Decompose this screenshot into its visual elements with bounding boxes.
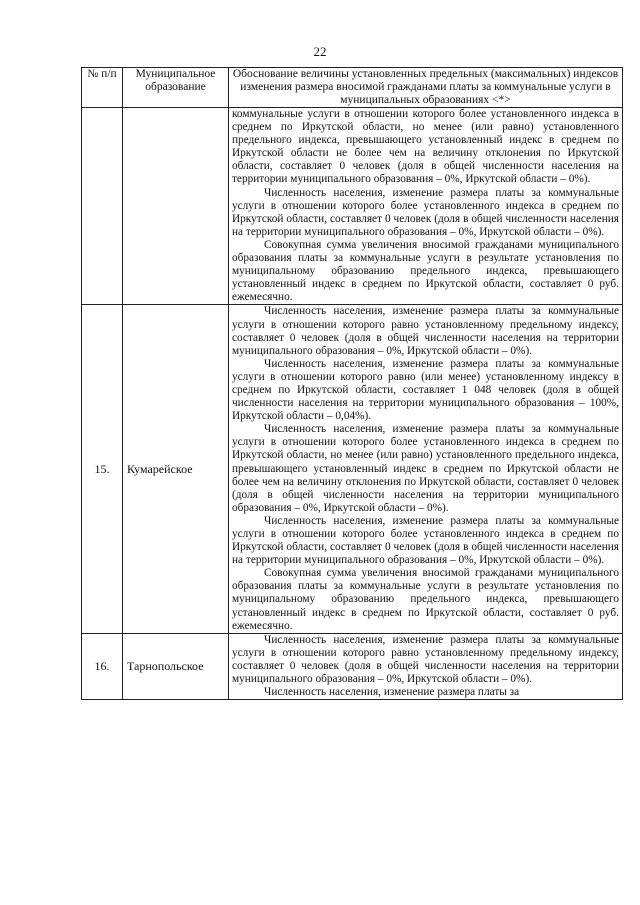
table-header-row — [82, 68, 623, 108]
paragraph: Совокупная сумма увеличения вносимой гражданами муниципального образования платы за коммунальные услуги в результате установления по муниципальному образованию предельного индекса, превышающего установленный индекс в среднем по Иркутской области, составляет 0 руб. ежемесячно. — [232, 238, 619, 304]
municipality-name — [123, 108, 229, 305]
municipality-name: Тарнопольское — [123, 633, 229, 699]
header-municipality: Муниципальное образование — [123, 68, 229, 108]
header-num: № п/п — [82, 68, 123, 108]
row-number: 16. — [82, 633, 123, 699]
paragraph: Совокупная сумма увеличения вносимой гражданами муниципального образования платы за коммунальные услуги в результате установления по муниципальному образованию предельного индекса, превышающего установленный индекс в среднем по Иркутской области, составляет 0 руб. ежемесячно. — [232, 567, 619, 632]
paragraph: Численность населения, изменение размера платы за коммунальные услуги в отношении которого более установленного индекса в среднем по Иркутской области, составляет 0 человек (доля в общей численности населения на территории муниципального образования – 0%, Иркутской области – 0%). — [232, 186, 619, 238]
row-number: 15. — [82, 305, 123, 633]
municipality-name: Кумарейское — [123, 305, 229, 633]
paragraph: Численность населения, изменение размера платы за коммунальные услуги в отношении которого более установленного индекса в среднем по Иркутской области, но менее (или равно) установленного предельного индекса, превышающего установленный индекс в среднем по Иркутской области не более чем на величину отклонения по Иркутской области, составляет 0 человек (доля в общей численности населения на территории муниципального образования – 0%, Иркутской области – 0%). — [232, 423, 619, 514]
basis-text — [229, 108, 623, 305]
indices-table — [81, 67, 623, 700]
basis-text — [229, 633, 623, 699]
paragraph: коммунальные услуги в отношении которого более установленного индекса в среднем по Иркутской области, но менее (или равно) установленного предельного индекса, превышающего установленный индекс в среднем по Иркутской области не более чем на величину отклонения по Иркутской области, составляет 0 человек (доля в общей численности населения на территории муниципального образования – 0%, Иркутской области – 0%). — [232, 108, 619, 186]
row-number — [82, 108, 123, 305]
header-basis: Обоснование величины установленных предельных (максимальных) индексов изменения размера вносимой гражданами платы за коммунальные услуги в муниципальных образованиях <*> — [229, 68, 623, 108]
paragraph: Численность населения, изменение размера платы за коммунальные услуги в отношении которого равно установленному предельному индексу, составляет 0 человек (доля в общей численности населения на территории муниципального образования – 0%, Иркутской области – 0%). — [232, 305, 619, 357]
paragraph: Численность населения, изменение размера платы за — [264, 686, 520, 699]
paragraph: Численность населения, изменение размера платы за коммунальные услуги в отношении которого равно (или менее) установленному индексу в среднем по Иркутской области, составляет 1 048 человек (доля в общей численности населения на территории муниципального образования – 100%, Иркутской области – 0,04%). — [232, 357, 619, 423]
page-number: 22 — [313, 44, 327, 59]
paragraph: Численность населения, изменение размера платы за коммунальные услуги в отношении которого более установленного индекса в среднем по Иркутской области, составляет 0 человек (доля в общей численности населения на территории муниципального образования – 0%, Иркутской области – 0%). — [232, 514, 619, 567]
table-row — [82, 305, 623, 633]
table-row — [82, 108, 623, 305]
table-row — [82, 633, 623, 699]
paragraph: Численность населения, изменение размера платы за коммунальные услуги в отношении которого равно установленному предельному индексу, составляет 0 человек (доля в общей численности населения на территории муниципального образования – 0%, Иркутской области – 0%). — [232, 633, 619, 686]
basis-text — [229, 305, 623, 633]
